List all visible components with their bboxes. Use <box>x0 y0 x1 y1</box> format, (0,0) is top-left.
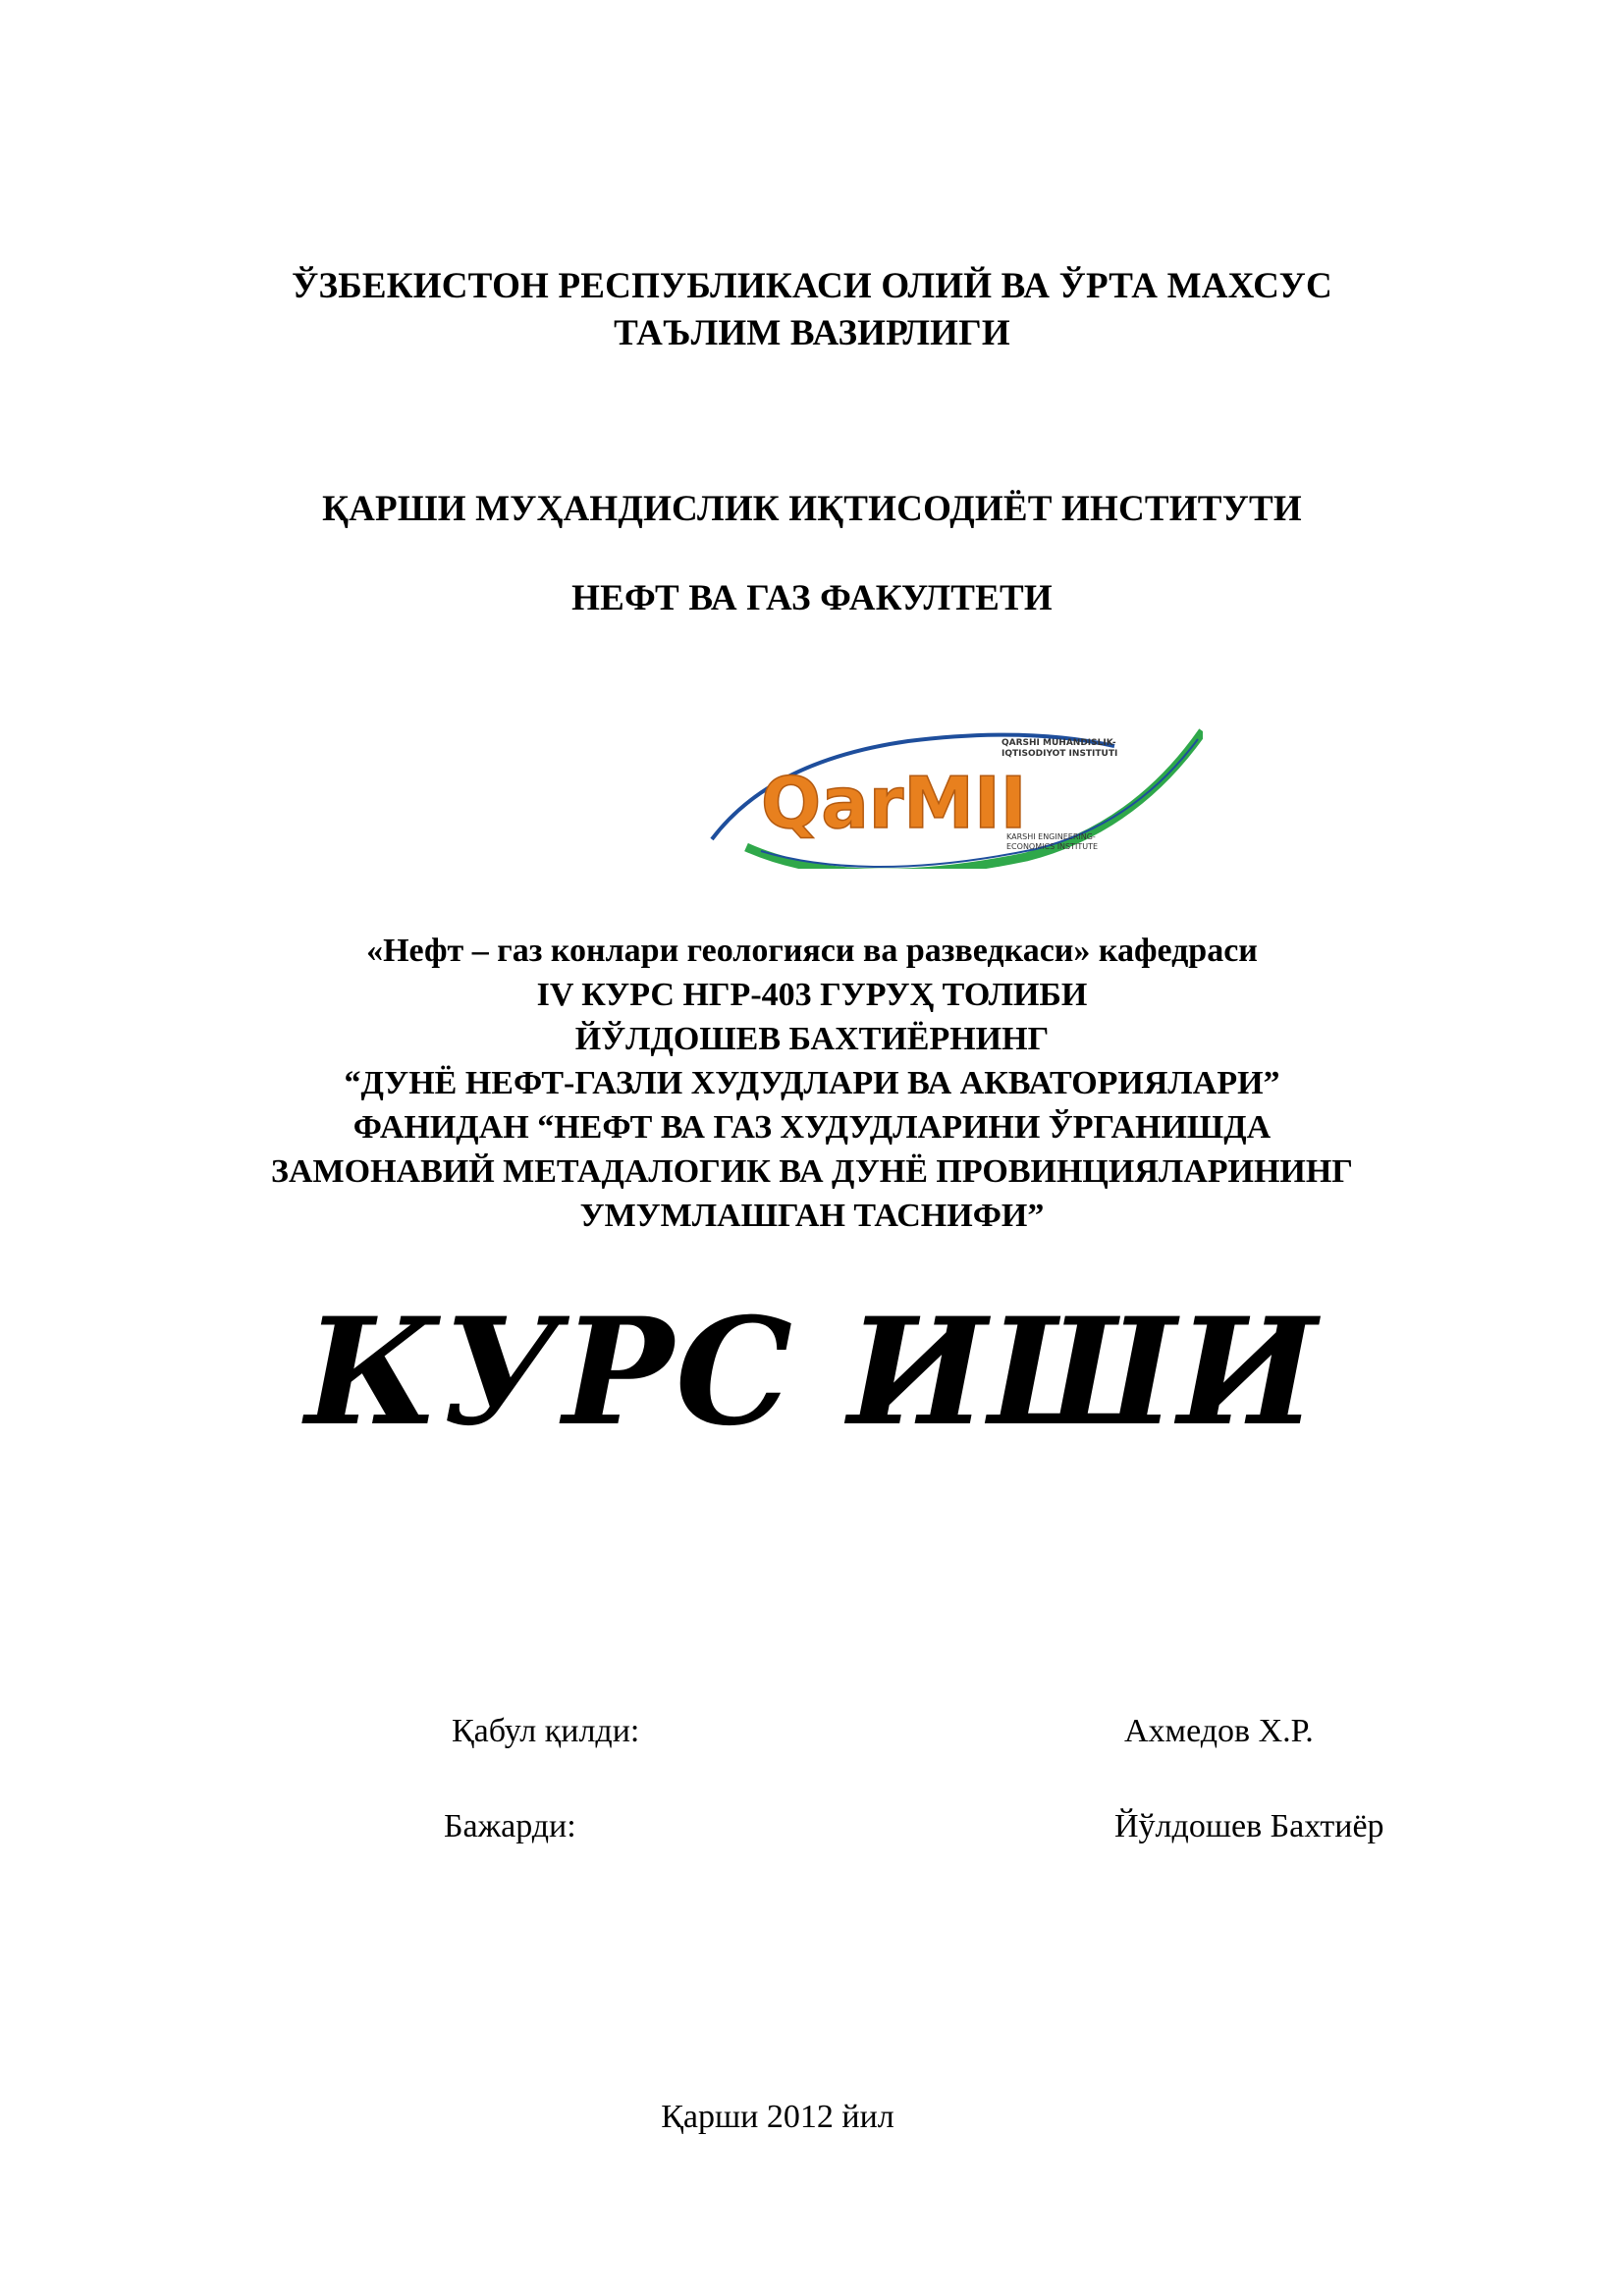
accepted-label: Қабул қилди: <box>452 1713 640 1749</box>
document-title: КУРС ИШИ <box>304 1286 1320 1459</box>
done-name: Йўлдошев Бахтиёр <box>1114 1808 1384 1844</box>
institute-logo <box>702 721 1203 869</box>
department-line-1: «Нефт – газ конлари геологияси ва разведкаси» кафедраси <box>366 933 1258 969</box>
logo-top-text-1: QARSHI MUHANDISLIK- <box>1001 738 1116 748</box>
department-line-4: “ДУНЁ НЕФТ-ГАЗЛИ ХУДУДЛАРИ ВА АКВАТОРИЯЛАРИ” <box>344 1065 1280 1101</box>
faculty-name: НЕФТ ВА ГАЗ ФАКУЛТЕТИ <box>571 578 1053 618</box>
done-label: Бажарди: <box>444 1808 576 1844</box>
accepted-name: Ахмедов Х.Р. <box>1124 1713 1314 1749</box>
department-line-3: ЙЎЛДОШЕВ БАХТИЁРНИНГ <box>574 1021 1050 1057</box>
institute-name: ҚАРШИ МУҲАНДИСЛИК ИҚТИСОДИЁТ ИНСТИТУТИ <box>322 489 1302 529</box>
ministry-line-1: ЎЗБЕКИСТОН РЕСПУБЛИКАСИ ОЛИЙ ВА ЎРТА МАХСУС <box>292 266 1332 306</box>
place-year: Қарши 2012 йил <box>661 2099 894 2135</box>
ministry-line-2: ТАЪЛИМ ВАЗИРЛИГИ <box>614 313 1010 353</box>
department-line-7: УМУМЛАШГАН ТАСНИФИ” <box>579 1198 1045 1234</box>
department-line-2: IV КУРС НГР-403 ГУРУҲ ТОЛИБИ <box>536 977 1088 1013</box>
logo-top-text-2: IQTISODIYOT INSTITUTI <box>1001 749 1118 759</box>
logo-bottom-text-2: ECONOMICS INSTITUTE <box>1006 842 1099 851</box>
logo-wordmark: QarMII <box>761 762 1027 844</box>
department-line-6: ЗАМОНАВИЙ МЕТАДАЛОГИК ВА ДУНЁ ПРОВИНЦИЯЛАРИНИНГ <box>271 1153 1353 1190</box>
department-line-5: ФАНИДАН “НЕФТ ВА ГАЗ ХУДУДЛАРИНИ ЎРГАНИШДА <box>352 1109 1272 1146</box>
logo-bottom-text-1: KARSHI ENGINEERING- <box>1006 832 1096 841</box>
